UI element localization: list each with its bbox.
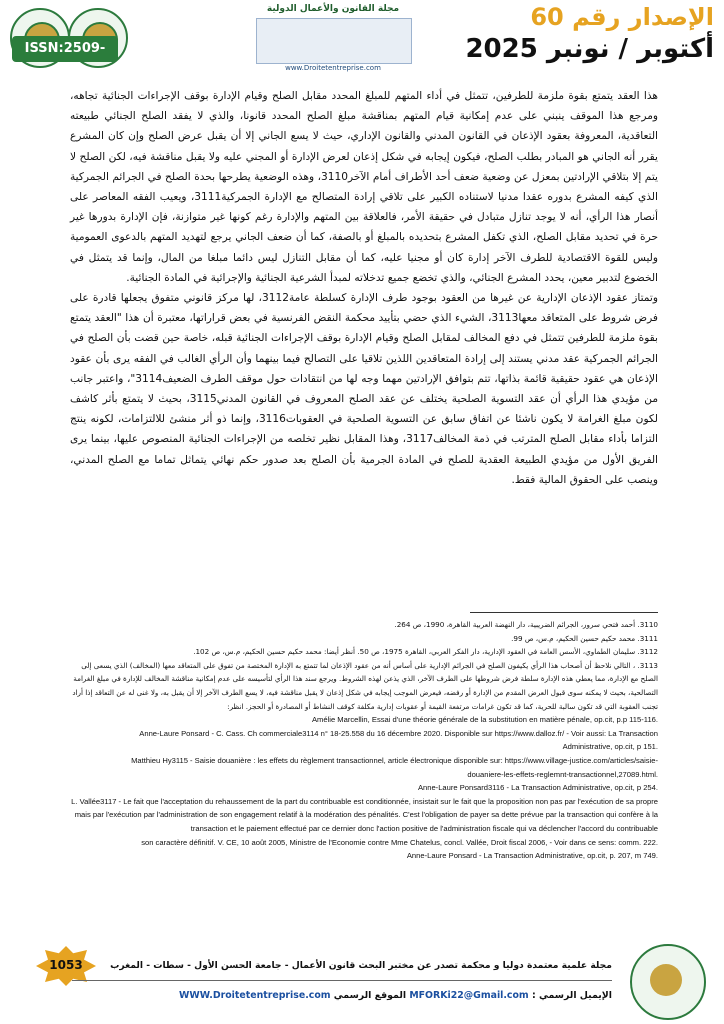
footnote-3114-b[interactable]: Anne-Laure Ponsard - C. Cass. Ch commerciale3114 n° 18-25.558 du 16 décembre 2020. Disponible sur https://www.dalloz.fr/ - Voir aussi: La Transaction <box>139 728 658 738</box>
page-number: 1053 <box>49 958 83 972</box>
footer-email[interactable]: MFORKi22@Gmail.com <box>409 990 529 1001</box>
footnote-3116: Anne-Laure Ponsard3116 - La Transaction Administrative, op.cit, p 254. <box>417 783 658 793</box>
footer-laboratory-logo <box>630 944 706 1020</box>
footnote-3115-b[interactable]: douaniere-les-effets-reglemnt-transactionnel,27089.html. <box>467 769 658 779</box>
footnote-3112: 3112. سليمان الطماوي، الأسس العامة في العقود الإدارية، دار الفكر العربي، القاهرة 1975، ص 50. أنظر أيضا: محمد حكيم حسين الحكيم، م.س، ص 102. <box>193 647 658 657</box>
journal-banner-image <box>256 18 412 64</box>
footnote-divider <box>470 612 658 613</box>
footnotes <box>70 618 658 863</box>
footer-divider <box>72 980 612 981</box>
journal-website: www.Droitetentreprise.com <box>285 64 381 72</box>
page-header <box>0 0 724 82</box>
emblem-icon <box>650 964 682 996</box>
issn-badge: ISSN:2509-0291 <box>12 36 118 62</box>
issue-date: أكتوبر / نونبر 2025 <box>465 34 714 64</box>
footnote-3111: 3111. محمد حكيم حسين الحكيم، م.س، ص 99. <box>511 633 658 643</box>
footnote-3115-a[interactable]: Matthieu Hy3115 - Saisie douanière : les effets du règlement transactionnel, article électronique disponible sur: https://www.village-justice.com/articles/saisie- <box>131 755 658 765</box>
issue-info <box>424 2 714 80</box>
website-label: الموقع الرسمي <box>333 990 407 1001</box>
footer-website[interactable]: WWW.Droitetentreprise.com <box>179 990 331 1001</box>
footnote-3117-a: L. Vallée3117 - Le fait que l'acceptation du rehaussement de la part du contribuable est conditionnée, insistait sur le fait que la proposition non pas par l'exécution de sa propre <box>71 796 658 806</box>
paragraph-1: هذا العقد يتمتع بقوة ملزمة للطرفين، تتمثل في أداء المتهم للمبلغ المحدد مقابل الصلح وقيام الإدارة بوقف الإجراءات الجنائية تجاهه، ومرجع هذا الموقف ينبني على عدم إمكانية قيام المتهم بمناقشة مبلغ الصلح المحدد قانونا، والذي لا يفقد الصلح الجنائي طبيعته التعاقدية، المعروفة بعقود الإذعان في القانون المدني والقانون الإداري، حيث لا يسع الجاني إلا أن يقبل عرض الصلح وإن كان المشرع يقرر أنه الجاني هو المبادر بطلب الصلح، فيكون إيجابه في شكل إذعان لعرض الإدارة أو المجني عليه ولا يقبل مناقشة فيه، لكن الصلح لا يتم إلا بتلاقي الإرادتين بمعزل عن وضعية ضعف أحد الأطراف أمام الآخر3110، وهذه الوضعية يطرحها بحدة الصلح في الجرائم الجمركية الذي كيفه المشرع بدوره عقدا مدنيا لاستناده الكبير على تلاقي إرادة المتصالح مع الإدارة الجمركية3111، ويعيب الفقه المعاصر على أنصار هذا الرأي، أنه لا يوجد تنازل متبادل في حقيقة الأمر، فالعلاقة بين المتهم والإدارة رغم كونها غير متوازنة، فإن الإدارة بدورها غير حرة في تحديد مقابل الصلح، الذي تكفل المشرع بتحديده بالمبلغ أو بالصفة، كما أن ضعف الجاني يرجع لتهديد المتهم بالدعوى العمومية وليس للقوة الاقتصادية للطرف الآخر إدارة كان أو مجنيا عليه، كما أن مقابل التنازل ليس دائما مبلغا من المال، وإنما قد يتمثل في الخضوع لتدبير معين، يحدد المشرع الجنائي، والذي تخضع جميع تدخلاته لمبدأ الشرعية الجنائية والإجرائية في المادة الجنائية. <box>70 90 659 284</box>
footnote-3114-a: Amélie Marcellin, Essai d'une théorie générale de la substitution en matière pénale, op.cit, p.p 115-116. <box>311 715 658 725</box>
email-label: الإيميل الرسمي : <box>531 990 612 1001</box>
article-body <box>70 86 658 490</box>
footer-journal-description: مجلة علمية معتمدة دوليا و محكمة تصدر عن مختبر البحث قانون الأعمال - جامعة الحسن الأول - سطات - المغرب <box>110 960 612 971</box>
footnote-3113: 3113. ، التالي نلاحظ أن أصحاب هذا الرأي يكيفون الصلح في الجرائم الإدارية على أساس أنه من عقود الإذعان لما تتمتع به الإدارة المختصة من تفوق على المتعاقد معها (المخالف) الذي يسعى إلى الصلح مع الإدارة، مما يعطي هذه الإدارة سلطة فرض شروطها على الطرف الآخر، الذي يذعن لهذه الشروط. ويرجع سند هذا الرأي لتأسيسه على عدم إمكانية مناقشة المخالف للإدارة في مبلغ الغرامة التصالحية، بحيث لا يمكنه سوى قبول العرض المقدم من الإدارة أو رفضه، فيعرض الموجب إيجابه في شكل إذعان لا يقبل مناقشة فيه، لا يسع الطرف الآخر إلا أن يقبل به، ولا غنى له عن التعاقد إذا أراد تجنب العقوبة التي قد تكون سالبة للحرية، كما قد تكون غرامات مرتفعة القيمة أو عقوبات إدارية مكلفة كوقف النشاط أو المصادرة أو الحجز. انظر: <box>72 660 658 711</box>
journal-banner <box>248 4 418 74</box>
footnote-3117-c: son caractère définitif. V. CE, 10 août 2005, Ministre de l'Economie contre Mme Chatelus, concl. Vallée, Droit fiscal 2006, - Voir dans ce sens: comm. 222. <box>141 837 658 847</box>
footnote-3117-d: Anne-Laure Ponsard - La Transaction Administrative, op.cit, p. 207, m 749. <box>406 851 658 861</box>
paragraph-2: وتمتاز عقود الإذعان الإدارية عن غيرها من العقود بوجود طرف الإدارة كسلطة عامة3112، لها مركز قانوني متفوق يجعلها قادرة على فرض شروط على المتعاقد معها3113، الشيء الذي حضي بتأييد محكمة النقض الفرنسية في بعض قراراتها، معتبرة أن هذا "العقد يتمتع بقوة ملزمة للطرفين تتمثل في دفع المخالف لمقابل الصلح وقيام الإدارة بوقف الإجراءات الجنائية قبله، خاصة حين قضت بأن الصلح في الجرائم الجمركية عقد مدني يستند إلى إرادة المتعاقدين اللذين تلاقيا على التصالح فيما بينهما وأن الرأي الغالب في الفقه يرى بأن عقود الإذعان هي عقود حقيقية قائمة بذاتها، تتم بتوافق الإرادتين مهما وجه لها من انتقادات حول موقف الطرف الضعيف3114"، واعتبر جانب من مؤيدي هذا الرأي أن عقد التسوية الصلحية يختلف عن عقد الصلح المعروف في القانون المدني3115، بحيث لا يتمتع بأثر كاشف لكون مبلغ الغرامة لا يكون ناشئا عن اتفاق سابق عن التسوية الصلحية في العقوبات3116، وإنما ذو أثر منشئ للالتزامات، لكونه ينتج التزاما بأداء مقابل الصلح المترتب في ذمة المخالف3117، وهذا المقابل نظير تخلصه من الإجراءات الجنائية المنصوص عليها، بينما يرى الفريق الأول من مؤيدي الطبيعة العقدية للصلح في المادة الجرمية بأن الصلح بعد صدور حكم نهائي يتماثل تماما مع الصلح المدني، وينصب على الحقوق المالية فقط. <box>70 292 658 486</box>
journal-title: مجلة القانون والأعمال الدولية <box>266 4 400 14</box>
page-footer <box>0 940 724 1024</box>
header-logos <box>8 6 248 82</box>
footer-contact <box>92 990 612 1001</box>
footnote-3110: 3110. أحمد فتحي سرور، الجرائم الضريبية، دار النهضة العربية القاهرة، 1990، ص 264. <box>394 620 658 629</box>
issue-number: الإصدار رقم 60 <box>530 3 714 31</box>
footnote-3114-c: Administrative, op.cit, p 151. <box>562 742 658 752</box>
footnote-3117-b: mais par l'exécution par l'administration de son engagement relatif à la modération des pénalités. C'est l'obligation de payer sa dette prévue par la transaction qui confère à la transaction et le paiement effectué par ce dernier donc l'action positive de l'administration fiscale qui va déclencher l'accord du contribuable <box>74 810 658 833</box>
